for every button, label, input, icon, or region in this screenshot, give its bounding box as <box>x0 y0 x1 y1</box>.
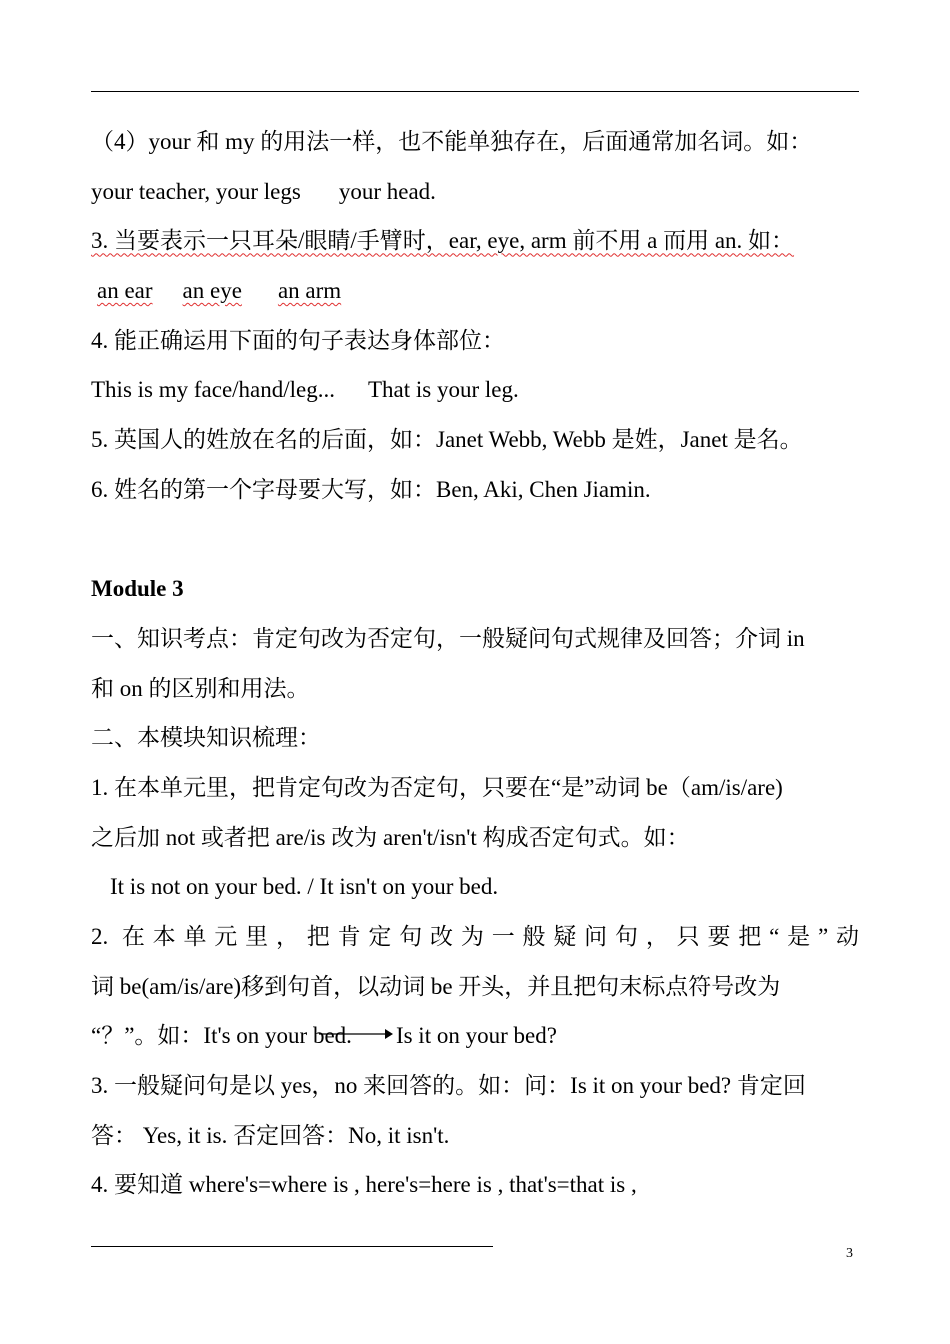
header-rule <box>91 91 859 92</box>
section-heading: Module 3 <box>91 576 184 602</box>
text-line <box>91 167 859 217</box>
example-text: That is your leg. <box>368 377 519 403</box>
text-line: 2. 在本单元里，把肯定句改为一般疑问句，只要把“是”动 <box>91 924 859 949</box>
text-line: 1. 在本单元里，把肯定句改为否定句，只要在“是”动词 be（am/is/are) <box>91 774 783 800</box>
text-line: 5. 英国人的姓放在名的后面，如：Janet Webb, Webb 是姓，Janet 是名。 <box>91 427 803 453</box>
example-text: “？”。如：It's on your bed. <box>91 1023 352 1049</box>
example-text: an arm <box>277 278 342 304</box>
text-line: 一、知识考点：肯定句改为否定句，一般疑问句式规律及回答；介词 in <box>91 625 805 651</box>
example-text: an ear <box>97 278 153 304</box>
text-line <box>91 216 859 266</box>
text-line: 答： Yes, it is. 否定回答：No, it isn't. <box>91 1122 450 1148</box>
text-line: 和 on 的区别和用法。 <box>91 675 310 701</box>
text-line: 词 be(am/is/are)移到句首，以动词 be 开头，并且把句末标点符号改为 <box>91 973 781 999</box>
text-line: （4）your 和 my 的用法一样，也不能单独存在，后面通常加名词。如： <box>91 129 813 154</box>
footer-rule <box>91 1246 493 1247</box>
page-number: 3 <box>846 1246 853 1261</box>
text-line: 3. 一般疑问句是以 yes，no 来回答的。如：问：Is it on your bed? 肯定回 <box>91 1073 806 1099</box>
example-text: Is it on your bed? <box>395 1023 557 1049</box>
text-line: 4. 能正确运用下面的句子表达身体部位： <box>91 327 505 353</box>
text-line <box>91 266 859 316</box>
text-line: 4. 要知道 where's=where is , here's=here is , that's=that is , <box>91 1172 637 1198</box>
arrow-icon <box>319 1027 393 1041</box>
text-line: 6. 姓名的第一个字母要大写，如：Ben, Aki, Chen Jiamin. <box>91 476 651 502</box>
example-text: your head. <box>338 178 436 204</box>
text-line: 之后加 not 或者把 are/is 改为 aren't/isn't 构成否定句式。如： <box>91 824 690 850</box>
example-text: an eye <box>182 278 242 304</box>
text-line <box>91 1011 859 1061</box>
document-body <box>91 117 859 1210</box>
spellcheck-text: 3. 当要表示一只耳朵/眼睛/手臂时，ear, eye, arm 前不用 a 而用 an. 如： <box>91 228 795 254</box>
text-line: 二、本模块知识梳理： <box>91 725 321 751</box>
text-line <box>91 365 859 415</box>
example-line: It is not on your bed. / It isn't on your bed. <box>110 874 499 900</box>
example-text: This is my face/hand/leg... <box>91 377 335 403</box>
blank-line <box>91 515 859 565</box>
example-text: your teacher, your legs <box>91 178 301 204</box>
